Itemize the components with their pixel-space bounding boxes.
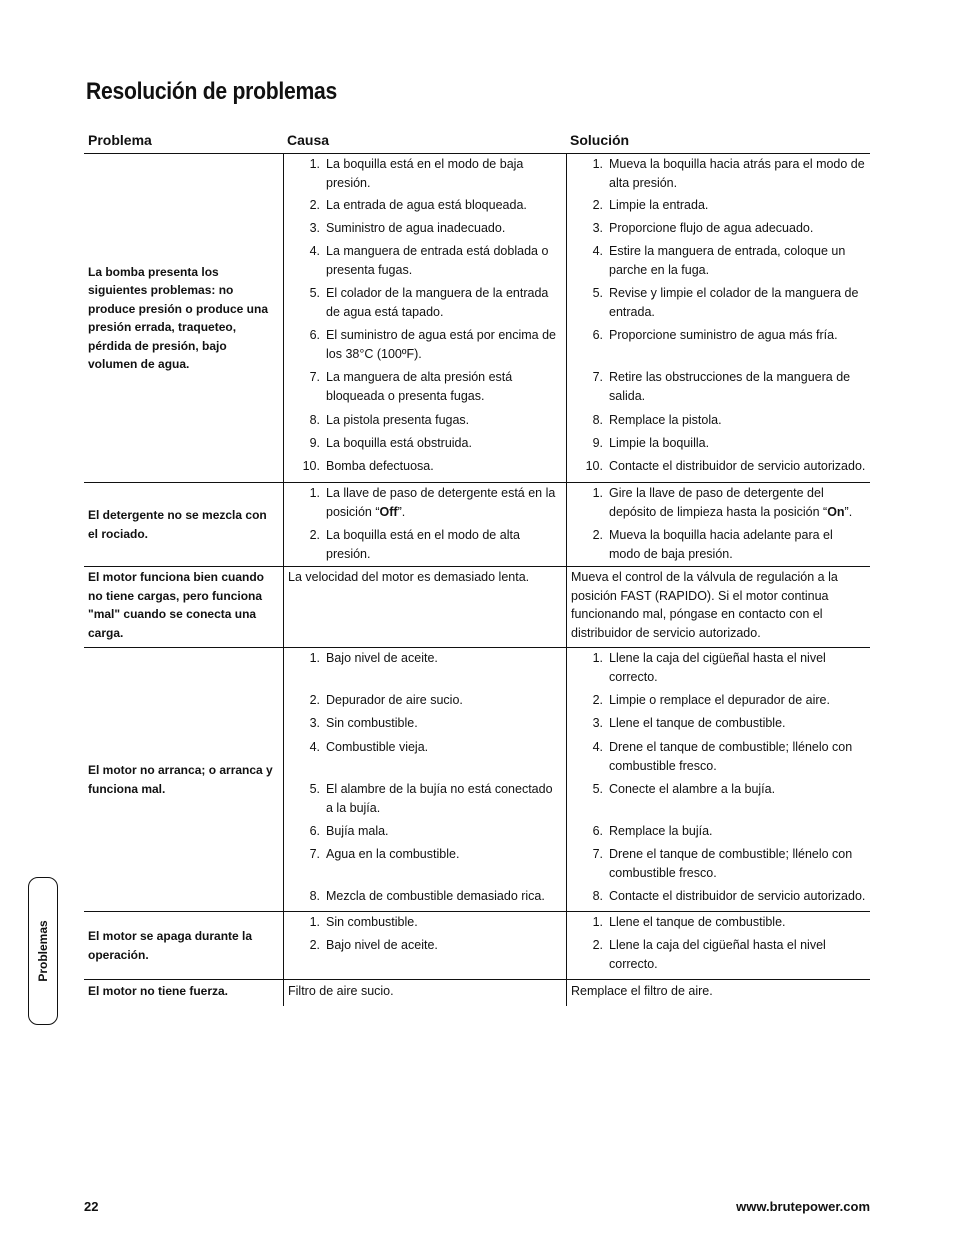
- list-item: 1. Mueva la boquilla hacia atrás para el modo de alta presión.: [592, 157, 865, 190]
- list-item: 8. La pistola presenta fugas.: [309, 413, 470, 427]
- solution-cell: Mueva el control de la válvula de regulación a la posición FAST (RAPIDO). Si el motor continua funcionando mal, póngase en contacto con el distribuidor de servicio autorizado.: [566, 567, 870, 647]
- problem-cell: El detergente no se mezcla con el rociado.: [88, 508, 267, 541]
- problem-cell: El motor no arranca; o arranca y funciona mal.: [88, 763, 273, 796]
- problem-cell: El motor funciona bien cuando no tiene cargas, pero funciona "mal" cuando se conecta una carga.: [88, 570, 265, 640]
- cause-cell: [283, 912, 566, 979]
- problem-cell: El motor no tiene fuerza.: [88, 984, 229, 998]
- list-item: 4. La manguera de entrada está doblada o presenta fugas.: [309, 244, 549, 277]
- troubleshooting-table: [84, 127, 870, 1006]
- list-item: 1. Bajo nivel de aceite.: [309, 651, 438, 665]
- list-item: 2. Bajo nivel de aceite.: [309, 938, 438, 952]
- list-item: 9. La boquilla está obstruida.: [309, 436, 472, 450]
- list-item: 10. Contacte el distribuidor de servicio autorizado.: [585, 459, 866, 473]
- solution-cell: [566, 912, 870, 979]
- list-item: 4. Estire la manguera de entrada, coloque un parche en la fuga.: [592, 244, 846, 277]
- cause-cell: [283, 483, 566, 566]
- cause-cell: [283, 154, 566, 482]
- list-item: 5. Conecte el alambre a la bujía.: [592, 782, 776, 796]
- list-item: 4. Drene el tanque de combustible; llénelo con combustible fresco.: [592, 740, 853, 773]
- header-problema: Problema: [88, 132, 152, 148]
- list-item: 8. Mezcla de combustible demasiado rica.: [309, 889, 545, 903]
- list-item: 5. Revise y limpie el colador de la manguera de entrada.: [592, 286, 859, 319]
- cause-cell: Filtro de aire sucio.: [283, 980, 566, 1006]
- list-item: 5. El alambre de la bujía no está conectado a la bujía.: [309, 782, 553, 815]
- list-item: 7. Drene el tanque de combustible; llénelo con combustible fresco.: [592, 847, 853, 880]
- cause-cell: La velocidad del motor es demasiado lenta.: [283, 567, 566, 647]
- table-row: [84, 567, 870, 648]
- list-item: 7. La manguera de alta presión está bloqueada o presenta fugas.: [309, 370, 513, 403]
- list-item: 7. Retire las obstrucciones de la manguera de salida.: [592, 370, 851, 403]
- header-solucion: Solución: [570, 132, 630, 148]
- list-item: 6. Bujía mala.: [309, 824, 389, 838]
- list-item: 1. Gire la llave de paso de detergente del depósito de limpieza hasta la posición “On”.: [592, 486, 853, 519]
- list-item: 2. Depurador de aire sucio.: [309, 693, 463, 707]
- list-item: 4. Combustible vieja.: [309, 740, 429, 754]
- website-url: www.brutepower.com: [736, 1199, 870, 1214]
- list-item: 1. Llene la caja del cigüeñal hasta el nivel correcto.: [592, 651, 826, 684]
- list-item: 3. Suministro de agua inadecuado.: [309, 221, 506, 235]
- list-item: 3. Sin combustible.: [309, 716, 418, 730]
- list-item: 6. El suministro de agua está por encima de los 38°C (100ºF).: [309, 328, 556, 361]
- list-item: 2. Llene la caja del cigüeñal hasta el nivel correcto.: [592, 938, 826, 971]
- list-item: 9. Limpie la boquilla.: [592, 436, 710, 450]
- list-item: 6. Proporcione suministro de agua más fría.: [592, 328, 838, 342]
- list-item: 8. Remplace la pistola.: [592, 413, 722, 427]
- list-item: 8. Contacte el distribuidor de servicio autorizado.: [592, 889, 866, 903]
- page-number: 22: [84, 1199, 99, 1214]
- table-row: [84, 483, 870, 567]
- solution-cell: [566, 483, 870, 566]
- list-item: 1. Llene el tanque de combustible.: [592, 915, 786, 929]
- list-item: 5. El colador de la manguera de la entrada de agua está tapado.: [309, 286, 549, 319]
- cause-cell: [283, 648, 566, 911]
- list-item: 3. Llene el tanque de combustible.: [592, 716, 786, 730]
- solution-cell: [566, 648, 870, 911]
- list-item: 1. Sin combustible.: [309, 915, 418, 929]
- list-item: 7. Agua en la combustible.: [309, 847, 460, 861]
- table-row: [84, 154, 870, 483]
- table-row: [84, 648, 870, 912]
- list-item: 2. La boquilla está en el modo de alta presión.: [309, 528, 520, 561]
- header-causa: Causa: [287, 132, 330, 148]
- side-tab-label: Problemas: [36, 920, 50, 982]
- table-header: [84, 127, 870, 154]
- list-item: 3. Proporcione flujo de agua adecuado.: [592, 221, 814, 235]
- list-item: 1. La boquilla está en el modo de baja presión.: [309, 157, 524, 190]
- solution-cell: [566, 154, 870, 482]
- problem-cell: La bomba presenta los siguientes problemas: no produce presión o produce una presión errada, traqueteo, pérdida de presión, bajo volumen de agua.: [88, 264, 269, 371]
- list-item: 6. Remplace la bujía.: [592, 824, 713, 838]
- list-item: 2. Limpie o remplace el depurador de aire.: [592, 693, 830, 707]
- list-item: 2. Mueva la boquilla hacia adelante para el modo de baja presión.: [592, 528, 833, 561]
- table-row: [84, 912, 870, 980]
- list-item: 2. La entrada de agua está bloqueada.: [309, 198, 527, 212]
- page-title: Resolución de problemas: [86, 78, 337, 105]
- list-item: 2. Limpie la entrada.: [592, 198, 709, 212]
- solution-cell: Remplace el filtro de aire.: [566, 980, 870, 1006]
- list-item: 1. La llave de paso de detergente está en la posición “Off”.: [309, 486, 556, 519]
- table-row: [84, 980, 870, 1006]
- problem-cell: El motor se apaga durante la operación.: [88, 929, 253, 962]
- list-item: 10. Bomba defectuosa.: [302, 459, 434, 473]
